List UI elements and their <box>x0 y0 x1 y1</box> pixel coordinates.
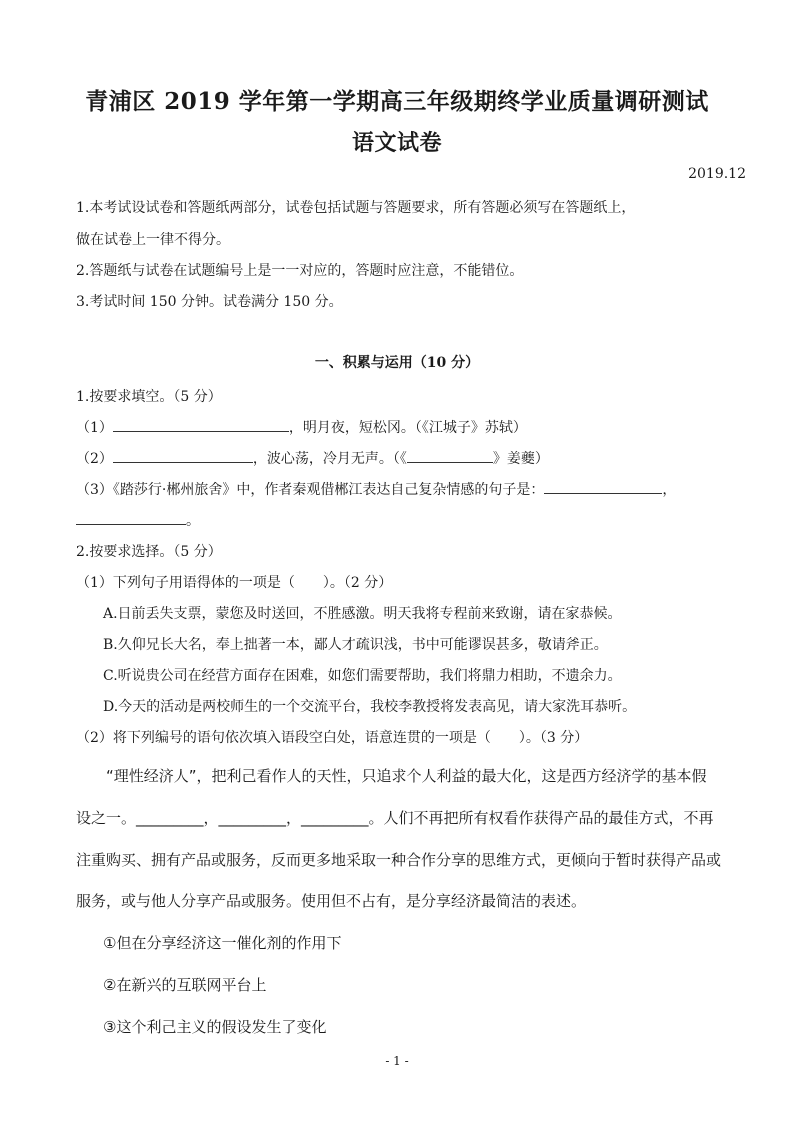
question-2-sub-1: （1）下列句子用语得体的一项是（ ）。（2 分） <box>76 575 393 591</box>
question-2-sub-2: （2）将下列编号的语句依次填入语段空白处，语意连贯的一项是（ ）。（3 分） <box>76 730 589 746</box>
option-a: A.日前丢失支票，蒙您及时送回，不胜感激。明天我将专程前来致谢，请在家恭候。 <box>103 606 622 622</box>
item-comma: ， <box>662 482 677 498</box>
item-text: ，明月夜，短松冈。（《江城子》苏轼） <box>288 420 527 436</box>
answer-blank[interactable] <box>544 479 662 494</box>
passage-line-2: 设之一。_________，_________，_________。人们不再把所有权看作获得产品的最佳方式，不再 <box>76 809 714 827</box>
passage-line-3: 注重购买、拥有产品或服务，反而更多地采取一种合作分享的思维方式，更倾向于暂时获得产品或 <box>76 851 722 869</box>
option-b: B.久仰兄长大名，奉上拙著一本，鄙人才疏识浅，书中可能谬误甚多，敬请斧正。 <box>103 637 608 653</box>
choice-2: ②在新兴的互联网平台上 <box>103 976 267 994</box>
answer-blank[interactable] <box>113 448 253 463</box>
question-1-item-3 <box>76 479 676 499</box>
answer-blank[interactable] <box>76 510 186 525</box>
question-1-item-2 <box>76 448 549 468</box>
choice-3: ③这个利己主义的假设发生了变化 <box>103 1018 327 1036</box>
exam-title: 青浦区 2019 学年第一学期高三年级期终学业质量调研测试 <box>85 88 709 115</box>
question-1-stem: 1.按要求填空。（5 分） <box>76 389 222 405</box>
question-1-item-3-cont <box>76 510 200 530</box>
option-c: C.听说贵公司在经营方面存在困难，如您们需要帮助，我们将鼎力相助，不遗余力。 <box>103 668 622 684</box>
question-2-stem: 2.按要求选择。（5 分） <box>76 544 222 560</box>
item-text: （3）《踏莎行·郴州旅舍》中，作者秦观借郴江表达自己复杂情感的句子是： <box>76 482 545 498</box>
item-number: （1） <box>76 420 113 436</box>
question-1-item-1 <box>76 417 527 437</box>
section-heading: 一、积累与运用（10 分） <box>314 355 480 371</box>
item-text: ，波心荡，冷月无声。（《 <box>252 451 407 467</box>
note-line-4: 3.考试时间 150 分钟。试卷满分 150 分。 <box>76 294 343 310</box>
answer-blank[interactable] <box>407 448 493 463</box>
item-text: 》姜夔） <box>492 451 549 467</box>
item-end: 。 <box>186 513 200 529</box>
note-line-1: 1.本考试设试卷和答题纸两部分，试卷包括试题与答题要求，所有答题必须写在答题纸上， <box>76 200 636 216</box>
page-number: - 1 - <box>385 1054 409 1068</box>
note-line-3: 2.答题纸与试卷在试题编号上是一一对应的，答题时应注意，不能错位。 <box>76 263 524 279</box>
passage-line-1: “理性经济人”，把利己看作人的天性，只追求个人利益的最大化，这是西方经济学的基本假 <box>106 767 707 785</box>
choice-1: ①但在分享经济这一催化剂的作用下 <box>103 934 342 952</box>
answer-blank[interactable] <box>113 417 289 432</box>
exam-date: 2019.12 <box>688 166 746 182</box>
exam-subtitle: 语文试卷 <box>351 130 442 156</box>
passage-line-4: 服务，或与他人分享产品或服务。使用但不占有，是分享经济最简洁的表述。 <box>76 892 587 910</box>
option-d: D.今天的活动是两校师生的一个交流平台，我校李教授将发表高见，请大家洗耳恭听。 <box>103 699 637 715</box>
note-line-2: 做在试卷上一律不得分。 <box>76 232 230 248</box>
item-number: （2） <box>76 451 113 467</box>
